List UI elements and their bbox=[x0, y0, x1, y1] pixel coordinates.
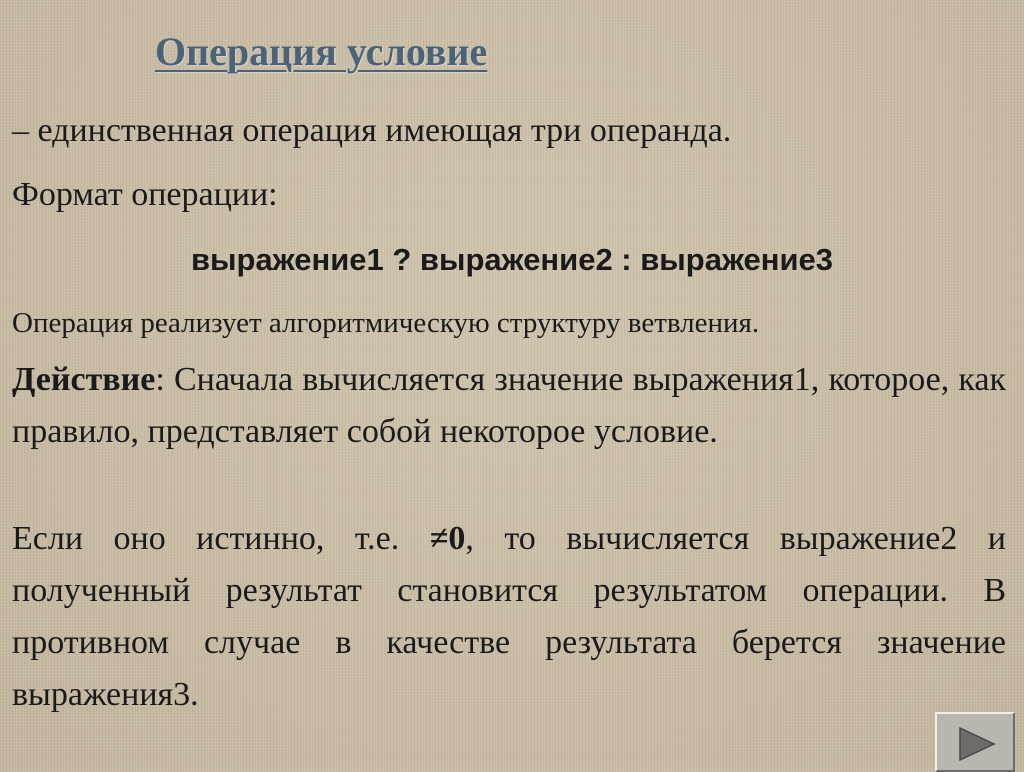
format-heading: Формат операции: bbox=[12, 176, 278, 213]
condition-text-after: , то вычисляется выражение2 и полученный результат становится результатом операции. В противном случае в качестве результата берется значение выражения3. bbox=[12, 520, 1006, 713]
not-zero-symbol: ≠0 bbox=[429, 520, 466, 557]
condition-text-before: Если оно истинно, т.е. bbox=[12, 520, 430, 557]
action-label: Действие bbox=[12, 361, 156, 398]
action-paragraph bbox=[12, 354, 1006, 458]
structure-text: Операция реализует алгоритмическую структуру ветвления. bbox=[12, 307, 760, 339]
play-triangle-icon bbox=[957, 726, 997, 762]
action-text: : Сначала вычисляется значение выражения1, которое, как правило, представляет собой некоторое условие. bbox=[12, 361, 1006, 450]
condition-paragraph bbox=[12, 513, 1006, 721]
definition-text: – единственная операция имеющая три операнда. bbox=[12, 112, 732, 149]
format-expression: выражение1 ? выражение2 : выражение3 bbox=[190, 242, 834, 277]
slide-title: Операция условие bbox=[155, 29, 488, 74]
next-slide-button[interactable] bbox=[935, 712, 1015, 772]
